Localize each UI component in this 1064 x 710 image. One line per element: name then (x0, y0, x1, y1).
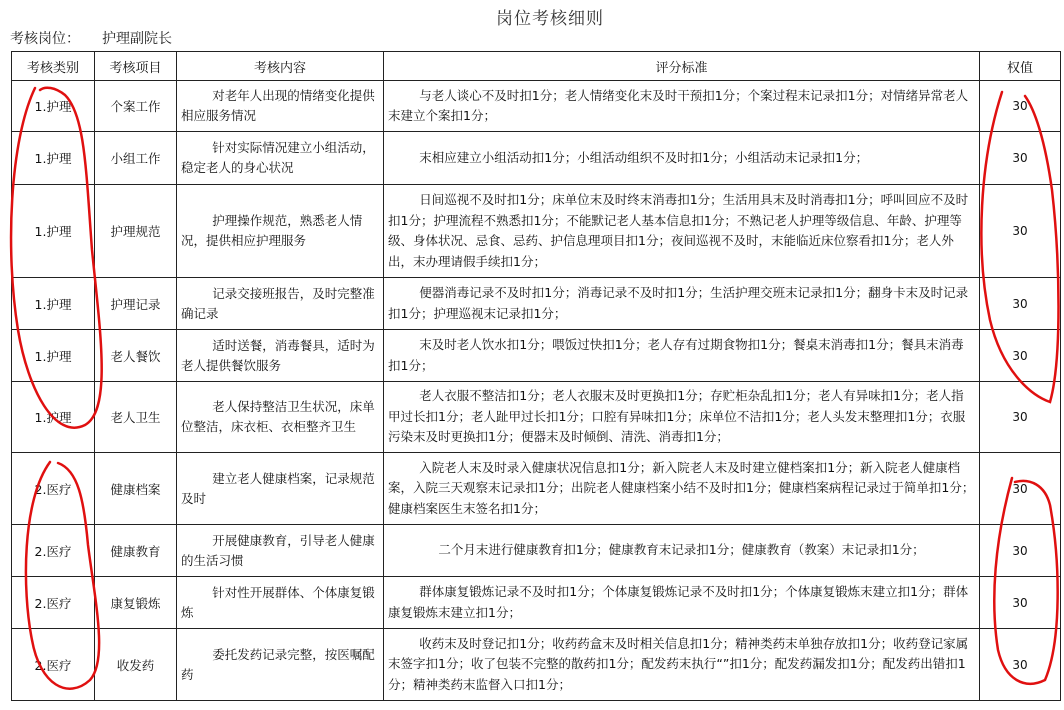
table-row (12, 185, 1061, 278)
weight-cell: 30 (980, 81, 1061, 132)
category-cell: 1.护理 (12, 330, 95, 382)
criteria-cell: 末相应建立小组活动扣1分；小组活动组织不及时扣1分；小组活动末记录扣1分； (384, 132, 980, 185)
header-item: 考核项目 (95, 52, 177, 81)
criteria-cell: 收药末及时登记扣1分；收药药盒末及时相关信息扣1分；精神类药末单独存放扣1分；收药登记家属末签字扣1分；收了包装不完整的散药扣1分；配发药末执行“”扣1分；配发药漏发扣1分；配发药出错扣1分；精神类药末监督入口扣1分； (384, 629, 980, 701)
content-cell: 开展健康教育，引导老人健康的生活习惯 (177, 525, 384, 577)
category-cell: 1.护理 (12, 382, 95, 453)
criteria-cell: 群体康复锻炼记录不及时扣1分；个体康复锻炼记录不及时扣1分；个体康复锻炼末建立扣1分；群体康复锻炼末建立扣1分； (384, 577, 980, 629)
content-cell: 建立老人健康档案，记录规范及时 (177, 453, 384, 525)
criteria-cell: 日间巡视不及时扣1分；床单位末及时终末消毒扣1分；生活用具末及时消毒扣1分；呼叫回应不及时扣1分；护理流程不熟悉扣1分；不能默记老人基本信息扣1分；不熟记老人护理等级信息、年龄、护理等级、身体状况、忌食、忌药、护信息理项目扣1分；夜间巡视不及时，末能临近床位察看扣1分；老人外出，末办理请假手续扣1分； (384, 185, 980, 278)
item-cell: 老人餐饮 (95, 330, 177, 382)
content-cell: 对老年人出现的情绪变化提供相应服务情况 (177, 81, 384, 132)
content-cell: 老人保持整洁卫生状况，床单位整洁，床衣柜、衣柜整齐卫生 (177, 382, 384, 453)
table-row (12, 577, 1061, 629)
weight-cell: 30 (980, 132, 1061, 185)
category-cell: 1.护理 (12, 132, 95, 185)
content-cell: 委托发药记录完整，按医嘱配药 (177, 629, 384, 701)
weight-cell: 30 (980, 382, 1061, 453)
item-cell: 康复锻炼 (95, 577, 177, 629)
table-row (12, 278, 1061, 330)
content-cell: 针对实际情况建立小组活动，稳定老人的身心状况 (177, 132, 384, 185)
header-category: 考核类别 (12, 52, 95, 81)
table-row (12, 81, 1061, 132)
weight-cell: 30 (980, 278, 1061, 330)
document-title: 岗位考核细则 (496, 9, 604, 29)
criteria-cell: 末及时老人饮水扣1分；喂饭过快扣1分；老人存有过期食物扣1分；餐桌末消毒扣1分；餐具末消毒扣1分； (384, 330, 980, 382)
criteria-cell: 二个月末进行健康教育扣1分；健康教育末记录扣1分；健康教育（教案）末记录扣1分； (384, 525, 980, 577)
criteria-cell: 入院老人末及时录入健康状况信息扣1分；新入院老人末及时建立健档案扣1分；新入院老人健康档案，入院三天观察末记录扣1分；出院老人健康档案小结不及时扣1分；健康档案病程记录过于简单扣1分；健康档案医生末签名扣1分； (384, 453, 980, 525)
category-cell: 1.护理 (12, 185, 95, 278)
item-cell: 个案工作 (95, 81, 177, 132)
header-row (12, 52, 1061, 81)
weight-cell: 30 (980, 577, 1061, 629)
weight-cell: 30 (980, 453, 1061, 525)
category-cell: 2.医疗 (12, 525, 95, 577)
table-row (12, 382, 1061, 453)
item-cell: 健康档案 (95, 453, 177, 525)
content-cell: 针对性开展群体、个体康复锻炼 (177, 577, 384, 629)
item-cell: 健康教育 (95, 525, 177, 577)
item-cell: 护理记录 (95, 278, 177, 330)
post-value: 护理副院长 (102, 31, 172, 47)
category-cell: 2.医疗 (12, 629, 95, 701)
header-content: 考核内容 (177, 52, 384, 81)
item-cell: 护理规范 (95, 185, 177, 278)
weight-cell: 30 (980, 330, 1061, 382)
header-weight: 权值 (980, 52, 1061, 81)
item-cell: 收发药 (95, 629, 177, 701)
weight-cell: 30 (980, 185, 1061, 278)
weight-cell: 30 (980, 629, 1061, 701)
table-row (12, 132, 1061, 185)
assessment-table (11, 51, 1061, 701)
item-cell: 老人卫生 (95, 382, 177, 453)
header-criteria: 评分标准 (384, 52, 980, 81)
table-row (12, 453, 1061, 525)
content-cell: 记录交接班报告，及时完整准确记录 (177, 278, 384, 330)
item-cell: 小组工作 (95, 132, 177, 185)
category-cell: 2.医疗 (12, 453, 95, 525)
category-cell: 2.医疗 (12, 577, 95, 629)
content-cell: 护理操作规范，熟悉老人情况，提供相应护理服务 (177, 185, 384, 278)
criteria-cell: 便器消毒记录不及时扣1分；消毒记录不及时扣1分；生活护理交班末记录扣1分；翻身卡末及时记录扣1分；护理巡视末记录扣1分； (384, 278, 980, 330)
table-row (12, 330, 1061, 382)
content-cell: 适时送餐，消毒餐具，适时为老人提供餐饮服务 (177, 330, 384, 382)
criteria-cell: 与老人谈心不及时扣1分；老人情绪变化末及时干预扣1分；个案过程末记录扣1分；对情绪异常老人末建立个案扣1分； (384, 81, 980, 132)
post-label: 考核岗位： (10, 31, 80, 47)
category-cell: 1.护理 (12, 278, 95, 330)
weight-cell: 30 (980, 525, 1061, 577)
category-cell: 1.护理 (12, 81, 95, 132)
criteria-cell: 老人衣服不整洁扣1分；老人衣服末及时更换扣1分；存贮柜杂乱扣1分；老人有异味扣1分；老人指甲过长扣1分；老人趾甲过长扣1分；口腔有异味扣1分；床单位不洁扣1分；老人头发末整理扣1分；衣服污染末及时更换扣1分；便器末及时倾倒、清洗、消毒扣1分； (384, 382, 980, 453)
assessed-post-line (10, 28, 172, 48)
table-row (12, 629, 1061, 701)
table-row (12, 525, 1061, 577)
